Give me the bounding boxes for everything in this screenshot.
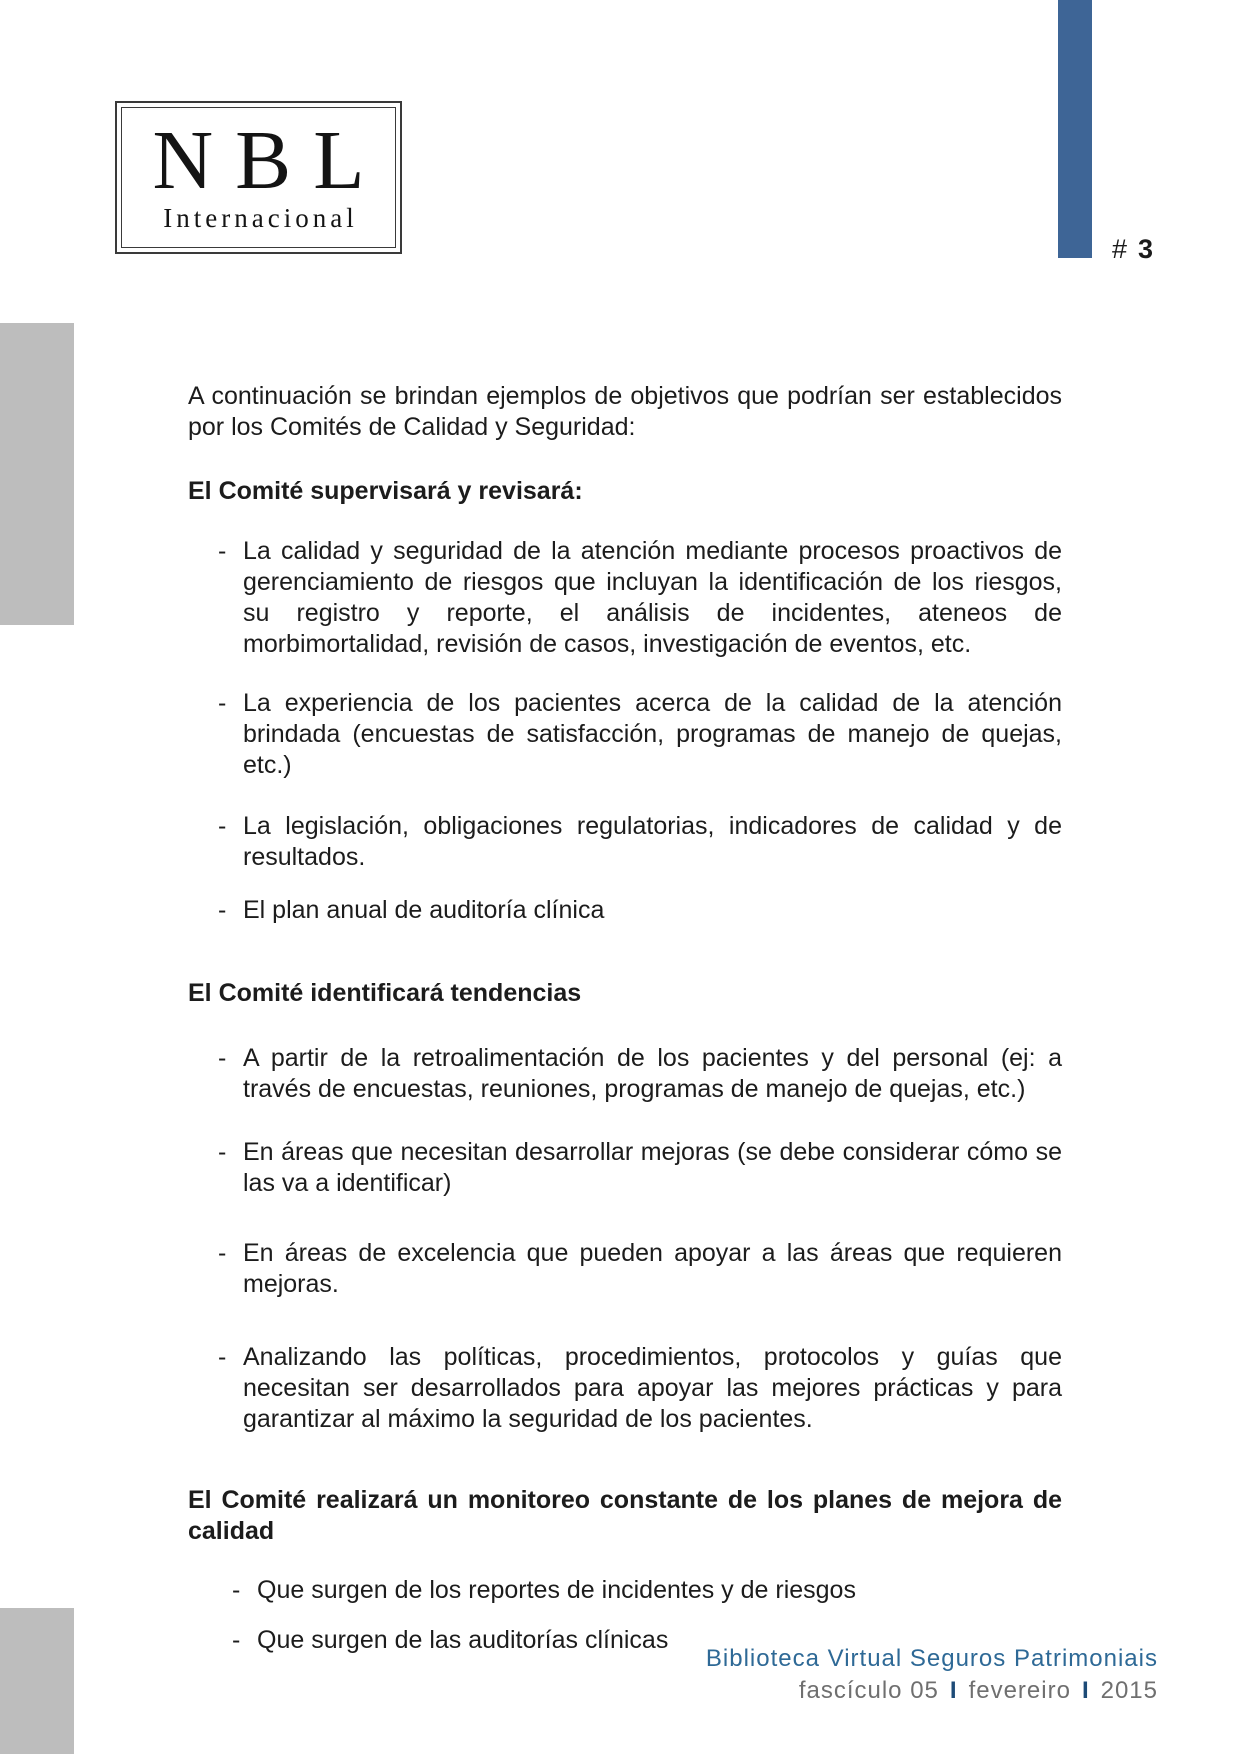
bullet-text: La legislación, obligaciones regulatorias, indicadores de calidad y de resultados. <box>243 812 1062 871</box>
footer-fascicle: fascículo 05 <box>798 1677 939 1704</box>
bullet-dash: - <box>218 689 227 717</box>
footer-separator: I <box>949 1677 958 1704</box>
bullet-item <box>188 1137 1062 1199</box>
bullet-item <box>188 1238 1062 1300</box>
section-heading-supervisara: El Comité supervisará y revisará: <box>188 477 583 505</box>
bullet-dash: - <box>218 896 227 924</box>
footer-collection-title: Biblioteca Virtual Seguros Patrimoniais <box>705 1645 1158 1672</box>
bullet-item <box>188 688 1062 781</box>
footer-year: 2015 <box>1100 1677 1158 1704</box>
logo-title: NBL <box>152 114 387 207</box>
bullet-dash: - <box>218 1239 227 1267</box>
nbl-logo-inner-frame <box>121 107 396 248</box>
section-heading-identificara: El Comité identificará tendencias <box>188 979 582 1007</box>
bullet-text: Que surgen de las auditorías clínicas <box>257 1626 669 1654</box>
page-footer <box>706 1643 1158 1707</box>
page-number-value: 3 <box>1138 234 1154 264</box>
bullet-dash: - <box>232 1576 241 1604</box>
bullet-text: El plan anual de auditoría clínica <box>243 896 605 924</box>
bullet-dash: - <box>218 1138 227 1166</box>
bullet-item <box>188 1342 1062 1435</box>
bullet-item <box>188 536 1062 660</box>
bullet-item <box>188 895 1062 926</box>
bullet-item <box>188 1043 1062 1105</box>
bullet-text: Que surgen de los reportes de incidentes y de riesgos <box>257 1576 856 1604</box>
intro-paragraph: A continuación se brindan ejemplos de objetivos que podrían ser establecidos por los Comités de Calidad y Seguridad: <box>188 382 1062 441</box>
footer-separator: I <box>1081 1677 1090 1704</box>
footer-issue-info <box>706 1675 1158 1707</box>
logo-subtitle: Internacional <box>163 203 358 233</box>
page-number <box>1112 234 1153 264</box>
bullet-text: La calidad y seguridad de la atención mediante procesos proactivos de gerenciamiento de riesgos que incluyan la identificación de los riesgos, su registro y reporte, el análisis de incidentes, ateneos de morbimortalidad, revisión de casos, investigación de eventos, etc. <box>243 537 1062 658</box>
page-number-hash: # <box>1112 234 1128 264</box>
bullet-text: En áreas de excelencia que pueden apoyar a las áreas que requieren mejoras. <box>243 1239 1062 1298</box>
bullet-item <box>188 1575 1062 1606</box>
section-heading-monitoreo: El Comité realizará un monitoreo constante de los planes de mejora de calidad <box>188 1486 1062 1545</box>
bullet-text: En áreas que necesitan desarrollar mejoras (se debe considerar cómo se las va a identificar) <box>243 1138 1062 1197</box>
bullet-dash: - <box>218 1343 227 1371</box>
bullet-text: A partir de la retroalimentación de los pacientes y del personal (ej: a través de encuestas, reuniones, programas de manejo de quejas, etc.) <box>243 1044 1062 1103</box>
gray-sidebar-block-bottom <box>0 1608 74 1754</box>
bullet-dash: - <box>218 537 227 565</box>
bullet-dash: - <box>232 1626 241 1654</box>
bullet-item <box>188 811 1062 873</box>
blue-accent-bar <box>1058 0 1092 258</box>
document-body <box>188 381 1062 1656</box>
bullet-dash: - <box>218 812 227 840</box>
gray-sidebar-block-top <box>0 323 74 625</box>
bullet-dash: - <box>218 1044 227 1072</box>
bullet-text: La experiencia de los pacientes acerca de la calidad de la atención brindada (encuestas de satisfacción, programas de manejo de quejas, etc.) <box>243 689 1062 779</box>
footer-month: fevereiro <box>968 1677 1071 1704</box>
bullet-text: Analizando las políticas, procedimientos, protocolos y guías que necesitan ser desarrollados para apoyar las mejores prácticas y para garantizar al máximo la seguridad de los pacientes. <box>243 1343 1062 1433</box>
nbl-logo <box>115 101 402 254</box>
